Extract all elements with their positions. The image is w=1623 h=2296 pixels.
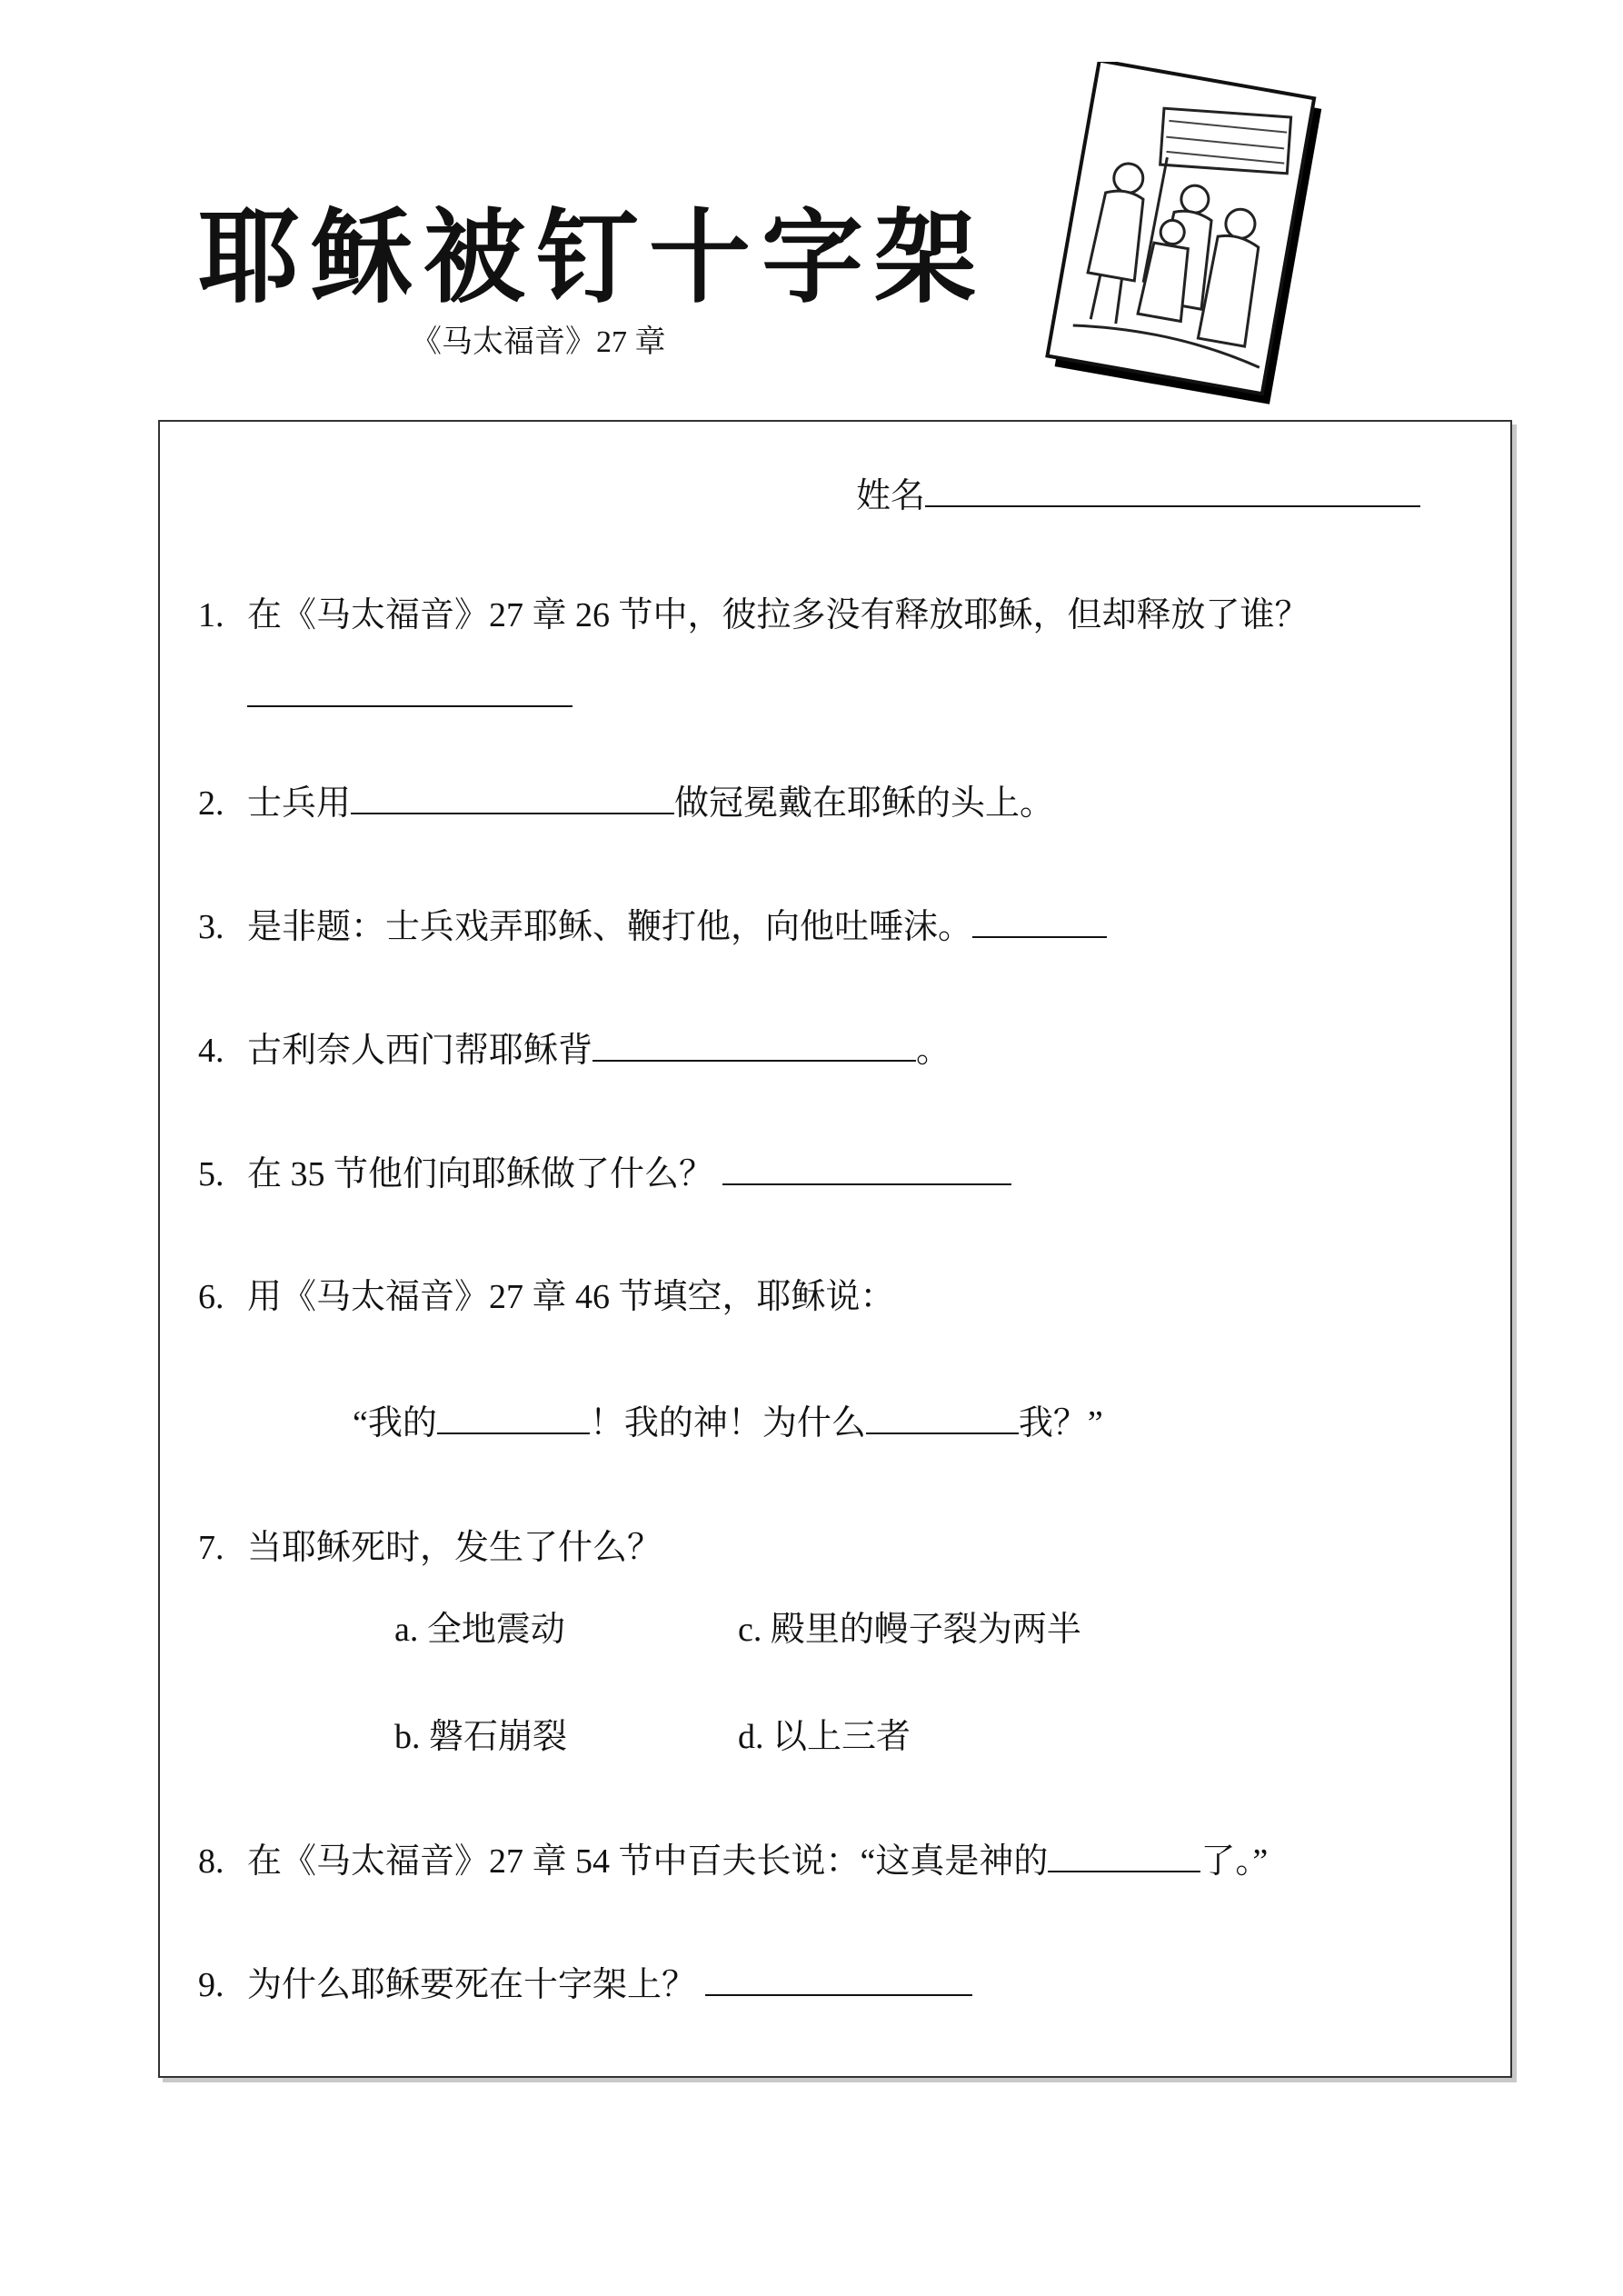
question-2 <box>198 785 1054 821</box>
question-number: 8. <box>198 1842 224 1881</box>
question-text-after: 了。” <box>1200 1842 1269 1881</box>
answer-blank[interactable] <box>592 1033 916 1062</box>
question-1 <box>198 598 1309 633</box>
answer-blank[interactable] <box>351 785 674 814</box>
name-label: 姓名 <box>856 477 926 515</box>
question-text: 为什么耶稣要死在十字架上？ <box>247 1966 697 2004</box>
question-text: 用《马太福音》27 章 46 节填空，耶稣说： <box>247 1278 895 1316</box>
question-3 <box>198 909 1107 944</box>
question-text-before: 古利奈人西门帮耶稣背 <box>247 1032 593 1070</box>
crucifixion-illustration <box>1036 62 1336 407</box>
question-text-after: 。 <box>916 1032 951 1070</box>
answer-blank[interactable] <box>866 1405 1019 1434</box>
question-text: 在《马太福音》27 章 26 节中，彼拉多没有释放耶稣，但却释放了谁？ <box>247 596 1309 634</box>
quote-part-1: “我的 <box>353 1404 437 1442</box>
name-row <box>856 478 1420 514</box>
question-4 <box>198 1033 951 1068</box>
question-number: 6. <box>198 1278 224 1316</box>
answer-blank[interactable] <box>247 678 573 707</box>
question-5 <box>198 1156 1011 1192</box>
question-text-after: 做冠冕戴在耶稣的头上。 <box>674 784 1055 823</box>
question-number: 1. <box>198 596 224 634</box>
answer-blank[interactable] <box>972 909 1107 938</box>
question-text: 是非题：士兵戏弄耶稣、鞭打他，向他吐唾沫。 <box>247 908 973 946</box>
question-number: 7. <box>198 1529 224 1567</box>
worksheet-box <box>158 420 1512 2078</box>
quote-part-2: ！我的神！为什么 <box>589 1404 866 1442</box>
name-blank[interactable] <box>925 478 1420 507</box>
question-8 <box>198 1843 1268 1879</box>
question-6-quote <box>353 1405 1103 1441</box>
question-1-answer-row <box>247 678 573 714</box>
question-text-before: 在《马太福音》27 章 54 节中百夫长说：“这真是神的 <box>247 1842 1049 1881</box>
question-9 <box>198 1967 972 2002</box>
question-number: 2. <box>198 784 224 823</box>
option-b[interactable]: b. 磐石崩裂 <box>394 1718 568 1756</box>
question-7 <box>198 1531 662 1565</box>
question-number: 9. <box>198 1966 224 2004</box>
option-d[interactable]: d. 以上三者 <box>738 1718 911 1756</box>
answer-blank[interactable] <box>722 1156 1011 1185</box>
scripture-reference: 《马太福音》27 章 <box>411 325 666 359</box>
question-number: 3. <box>198 908 224 946</box>
answer-blank[interactable] <box>705 1967 972 1996</box>
question-6 <box>198 1280 895 1314</box>
question-text-before: 士兵用 <box>247 784 352 823</box>
answer-blank[interactable] <box>437 1405 590 1434</box>
question-text: 在 35 节他们向耶稣做了什么？ <box>247 1155 714 1193</box>
quote-part-3: 我？” <box>1018 1404 1103 1442</box>
question-number: 4. <box>198 1032 224 1070</box>
answer-blank[interactable] <box>1048 1843 1200 1872</box>
option-a[interactable]: a. 全地震动 <box>394 1611 565 1649</box>
question-text: 当耶稣死时，发生了什么？ <box>247 1529 662 1567</box>
option-c[interactable]: c. 殿里的幔子裂为两半 <box>738 1611 1081 1649</box>
page-title: 耶稣被钉十字架 <box>198 198 987 317</box>
question-number: 5. <box>198 1155 224 1193</box>
